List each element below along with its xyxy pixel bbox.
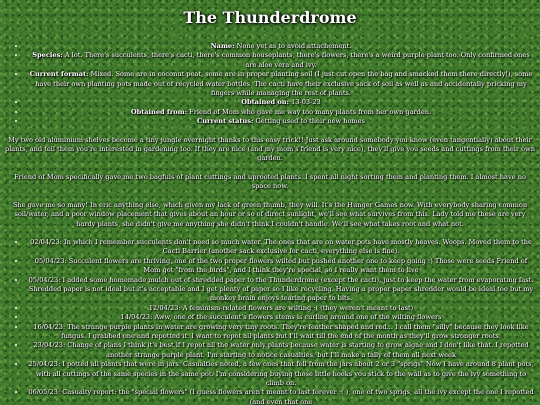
log-entry: • 16/04/23: The strange purple plants in water are growing very tiny roots. They're feather shaped and red... I call them "silly" because they look like fungus. I grabbed one and repotted it. I want to repot all plants but I'll wait till the end of the month as they'll grow stronger roots. <box>26 323 536 342</box>
growth-log-list <box>4 238 536 405</box>
log-entry: • 25/04/23: I potted all plants that were in jars. Casualties noted, a few ones that fell from the jars about 2 or 3 "sprigs" Now I have around 8 plant pots, with all cuttings of the same species in the same pot. I'm considering buying those little hooks you stick to the wall as to give the ivy something to climb on. <box>26 360 536 388</box>
info-value: Mixed. Some are in coconut peat, some are in proper planting soil (I just cut open the bag and smacked them there directly!), some have their own planting pots made out of recycled water bottles. The cacti have their exclusive sack of soil as well as and accidentally pricking my fingers while managing the rest of plants. <box>35 70 533 98</box>
info-item-obtained-from <box>26 108 536 117</box>
log-entry: • 05/04/23: I added some homemade mulch out of shredded paper to the Thunderdrome (except the cacti), just to keep the water from evaporating fast. Shredded paper is not ideal but it's acceptable and I get plenty of paper so I like recycling. Having a proper paper shredder would be ideal too but my monkey brain enjoys tearing paper to bits. <box>26 276 536 304</box>
log-entry: • 06/05/23: Casualty report: the "special flowers" (I guess flowers aren't meant to last forever :( ), one of two sprigs, all the ivy except the one I repotted (and even that one <box>26 388 536 405</box>
info-label: Name: <box>210 42 235 50</box>
info-item-status <box>26 117 536 126</box>
plant-info-list <box>4 42 536 127</box>
info-item-species <box>26 51 536 70</box>
info-item-format <box>26 70 536 98</box>
info-item-obtained-on <box>26 98 536 107</box>
intro-paragraph: She gave me so many! In eric anything else, which given my lack of green thumb, they will. It's the Hunger Games now. With everybody sharing common soil/water, and a poor window placement that gives about an hour or so of direct sunlight, we'll see what survives from this. Lady told me these are very hardy plants, she didn't give me anything she didn't think I couldn't handle. We'll see what takes root and what not. <box>12 200 528 228</box>
info-value: 13-03-23 <box>288 98 321 107</box>
info-label: Current format: <box>29 70 89 79</box>
intro-paragraph: Friend of Mom specifically gave me two bagfuls of plant cuttings and uprooted plants. I spent all night sorting them and planting them. I almost have no space now. <box>14 172 526 191</box>
info-label: Obtained on: <box>241 98 289 107</box>
intro-paragraph: My two old aluminium shelves become a tiny jungle overnight thanks to this easy trick!! Just ask around somebody you know (even tangentially) about their plants, and tell them you're interested in gardening too. If they are nice (and my mom's friend is very nice), they'll give you seeds and cuttings from their own garden. <box>4 135 536 163</box>
info-item-name <box>26 42 536 51</box>
log-entry: • 02/04/23: In which I remember succulents don't need so much water. The ones that are on water pots have mostly heaves. Woops. Moved them to the Cacti Barrier (another sack exclusive for cacti, everything else is fine). <box>26 238 536 257</box>
info-label: Obtained from: <box>130 107 188 116</box>
info-value: Getting used to their new homes <box>253 117 365 126</box>
info-value: Friend of Mom who gave me way too many plants from her own garden. <box>187 107 432 116</box>
page-title: The Thunderdrome <box>183 8 357 27</box>
log-entry: • 05/04/23: Succulent flowers are thriving, one of the two proper flowers wilted but pushed another one to keep going :) Those were seeds Friend of Mom got "from the birds", and I think they're special, so I really want them to live <box>26 257 536 276</box>
log-entry: • 23/04/23: Change of plans I think it's best if I repot all the water only plants because water is starting to grow algae and I don't like that. I repotted another strange purple plant. I'm starting to notice casualties, but I'll make a tally of them all next week <box>26 341 536 360</box>
info-label: Current status: <box>197 117 254 126</box>
info-label: Species: <box>32 51 63 60</box>
log-entry: • 12/04/23: A feminism-related flowers are wilting :( (they weren't meant to last) <box>26 304 536 313</box>
info-value: None yet as to avoid attachement. <box>234 42 352 50</box>
log-entry: • 14/04/23: Aww, one of the succulent's flowers stems is curling around one of the wilting flowers <box>26 313 536 322</box>
info-value: A lot. There's succulents, there's cacti, there's common houseplants, there's flowers, there's a weird purple plant too. Only confirmed ones are aloe vera and ivy. <box>62 51 530 69</box>
